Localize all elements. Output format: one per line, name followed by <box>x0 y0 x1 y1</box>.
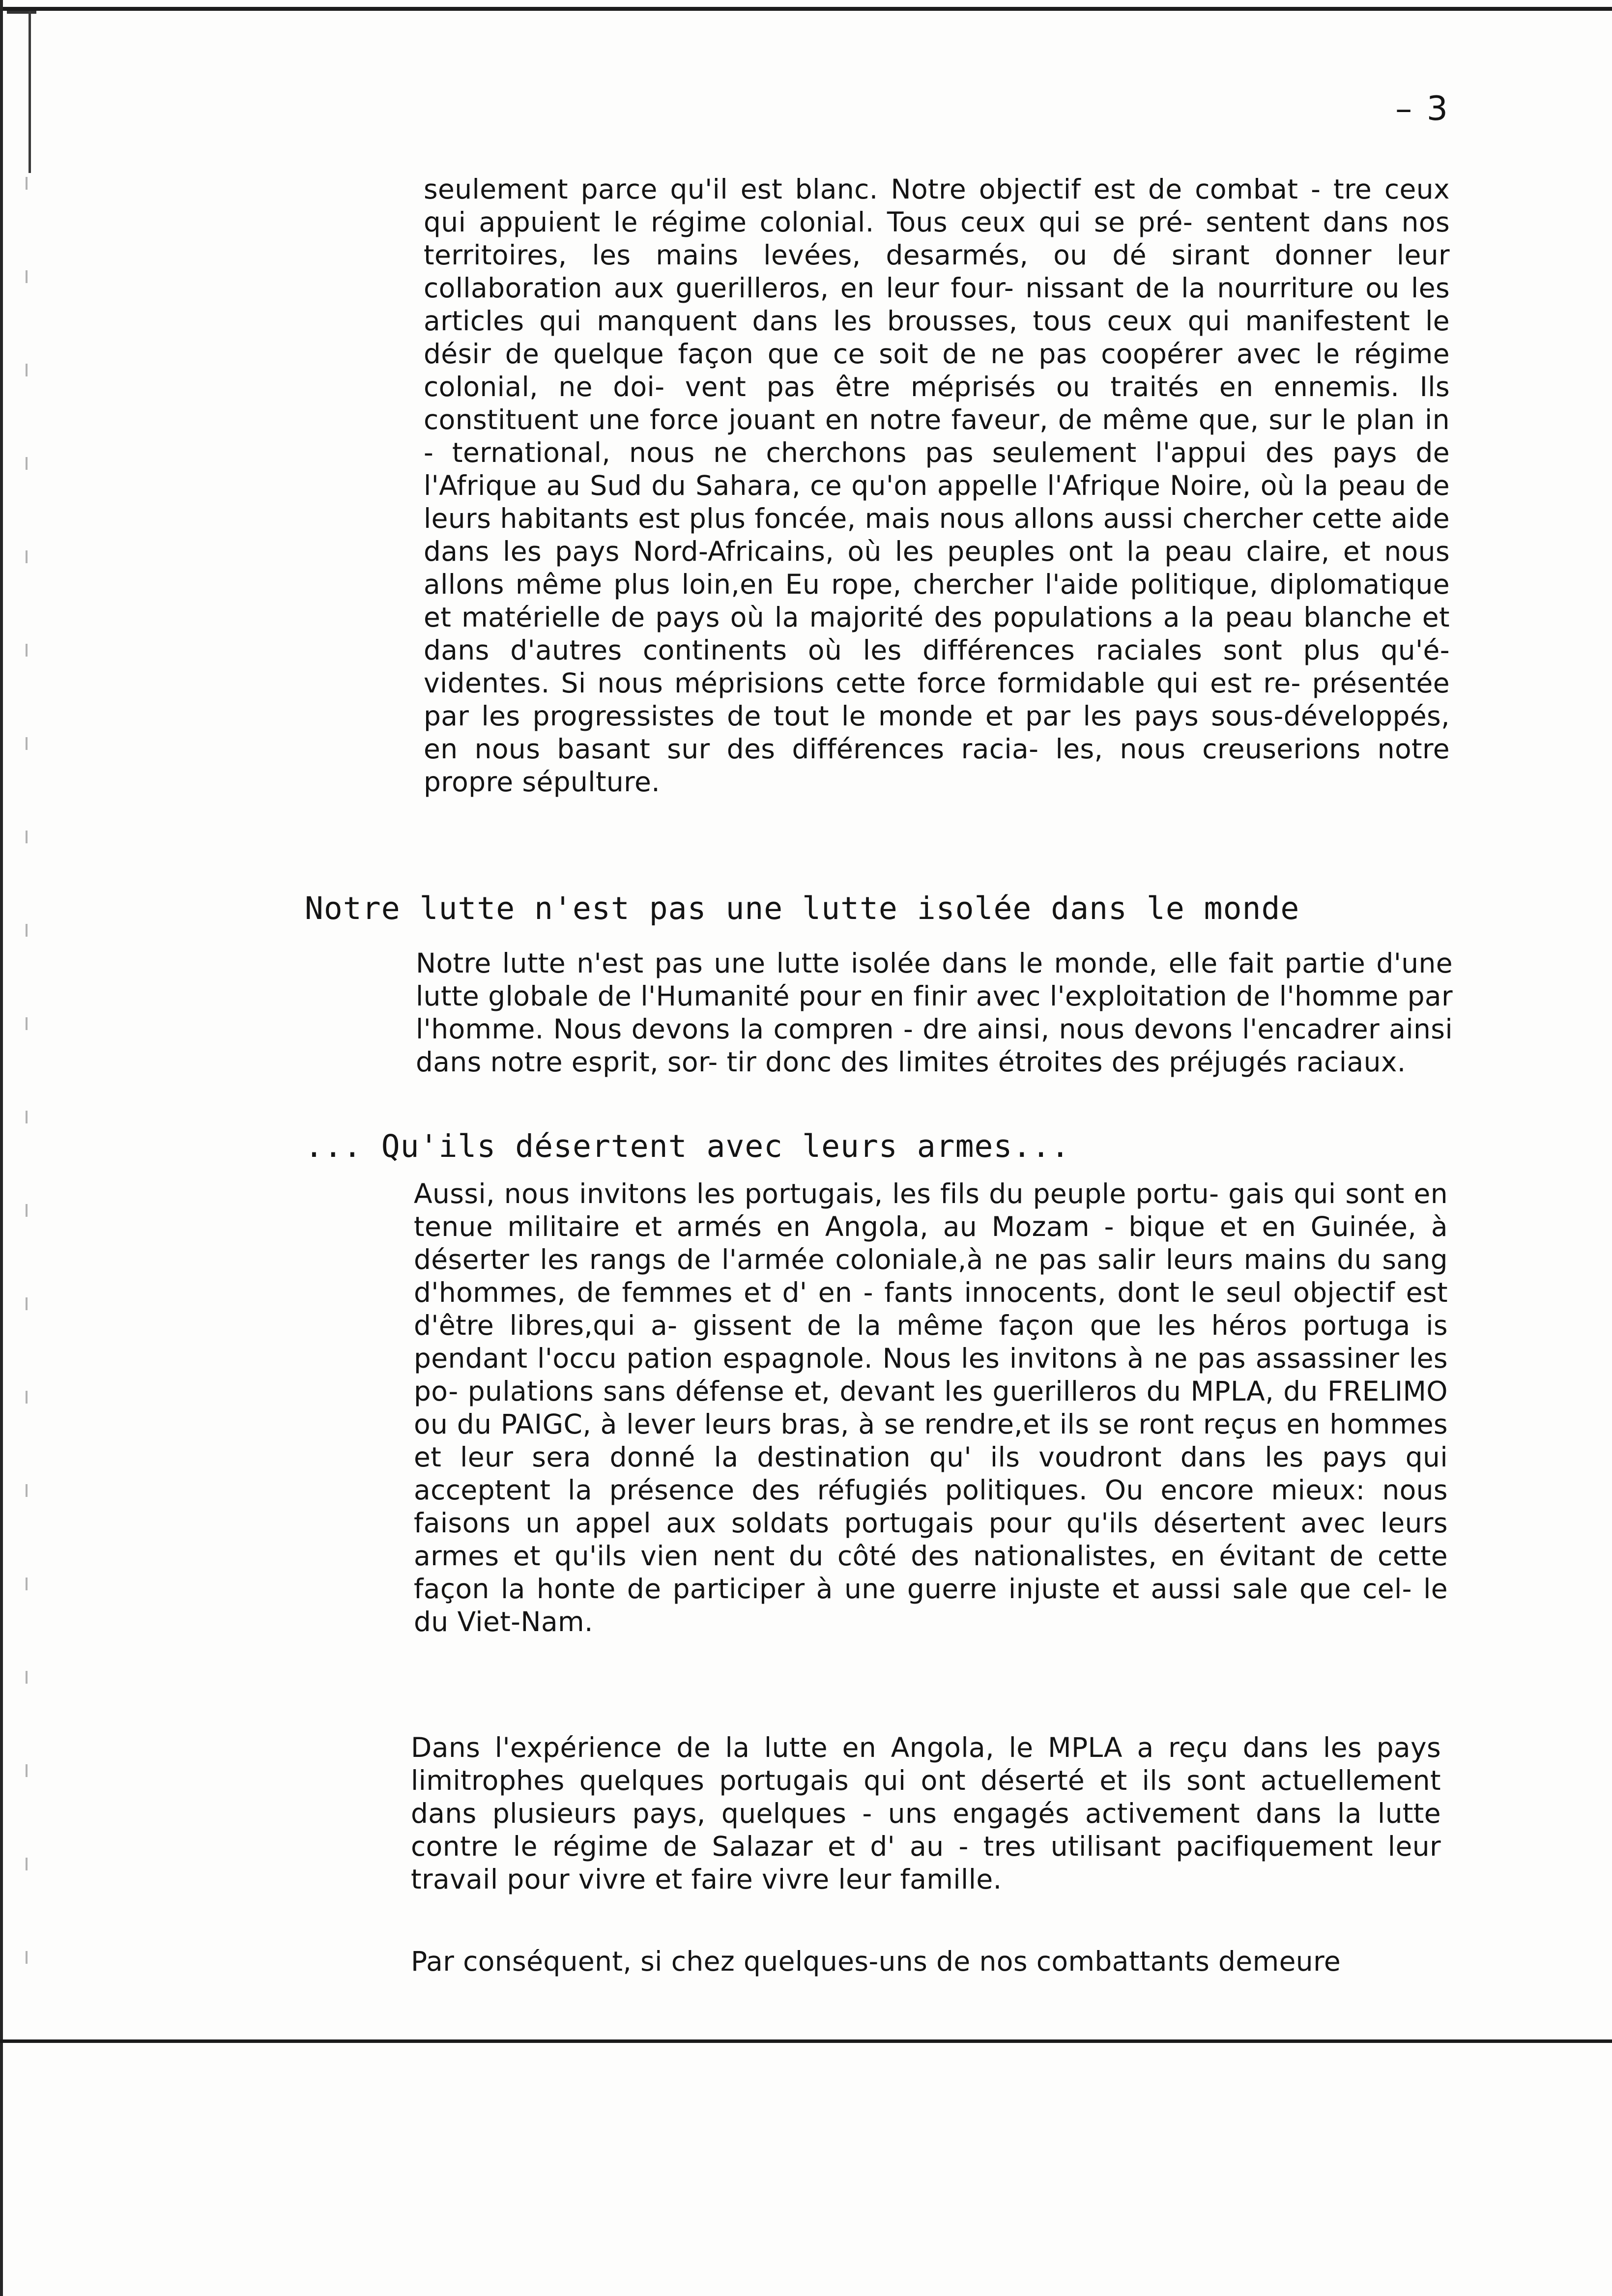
page-number: – 3 <box>1395 89 1450 128</box>
body-paragraph: Aussi, nous invitons les portugais, les fils du peuple portu- gais qui sont en tenue militaire et armés en Angola, au Mozam - bique et en Guinée, à déserter les rangs de l'armée coloniale,à ne pas salir leurs mains du sang d'hommes, de femmes et d' en - fants innocents, dont le seul objectif est d'être libres,qui a- gissent de la même façon que les héros portuga is pendant l'occu pation espagnole. Nous les invitons à ne pas assassiner les po- pulations sans défense et, devant les guerilleros du MPLA, du FRELIMO ou du PAIGC, à lever leurs bras, à se rendre,et ils se ront reçus en hommes et leur sera donné la destination qu' ils voudront dans les pays qui acceptent la présence des réfugiés politiques. Ou encore mieux: nous faisons un appel aux soldats portugais pour qu'ils désertent avec leurs armes et qu'ils vien nent du côté des nationalistes, en évitant de cette façon la honte de participer à une guerre injuste et aussi sale que cel- le du Viet-Nam. <box>414 1178 1448 1637</box>
section-heading: Notre lutte n'est pas une lutte isolée dans le monde <box>305 890 1300 926</box>
top-edge-rule <box>0 7 1612 11</box>
margin-scan-marks <box>26 177 28 1995</box>
section-heading: ... Qu'ils désertent avec leurs armes... <box>305 1128 1070 1164</box>
bottom-rule <box>0 2039 1612 2043</box>
body-paragraph: seulement parce qu'il est blanc. Notre objectif est de combat - tre ceux qui appuient le régime colonial. Tous ceux qui se pré- sentent dans nos territoires, les mains levées, desarmés, ou dé sirant donner leur collaboration aux guerilleros, en leur four- nissant de la nourriture ou les articles qui manquent dans les brousses, tous ceux qui manifestent le désir de quelque façon que ce soit de ne pas coopérer avec le régime colonial, ne doi- vent pas être méprisés ou traités en ennemis. Ils constituent une force jouant en notre faveur, de même que, sur le plan in - ternational, nous ne cherchons pas seulement l'appui des pays de l'Afrique au Sud du Sahara, ce qu'on appelle l'Afrique Noire, où la peau de leurs habitants est plus foncée, mais nous allons aussi chercher cette aide dans les pays Nord-Africains, où les peuples ont la peau claire, et nous allons même plus loin,en Eu rope, chercher l'aide politique, diplomatique et matérielle de pays où la majorité des populations a la peau blanche et dans d'autres continents où les différences raciales sont plus qu'é- videntes. Si nous méprisions cette force formidable qui est re- présentée par les progressistes de tout le monde et par les pays sous-développés, en nous basant sur des différences racia- les, nous creuserions notre propre sépulture. <box>424 173 1450 798</box>
corner-bracket <box>7 11 36 14</box>
margin-bracket-line <box>29 11 31 173</box>
left-edge-rule <box>0 0 3 2296</box>
body-paragraph: Dans l'expérience de la lutte en Angola, le MPLA a reçu dans les pays limitrophes quelques portugais qui ont déserté et ils sont actuellement dans plusieurs pays, quelques - uns engagés activement dans la lutte contre le régime de Salazar et d' au - tres utilisant pacifiquement leur travail pour vivre et faire vivre leur famille. <box>411 1732 1441 1895</box>
body-paragraph: Par conséquent, si chez quelques-uns de nos combattants demeure <box>411 1946 1341 1977</box>
body-paragraph: Notre lutte n'est pas une lutte isolée dans le monde, elle fait partie d'une lutte globale de l'Humanité pour en finir avec l'exploitation de l'homme par l'homme. Nous devons la compren - dre ainsi, nous devons l'encadrer ainsi dans notre esprit, sor- tir donc des limites étroites des préjugés raciaux. <box>416 947 1453 1078</box>
